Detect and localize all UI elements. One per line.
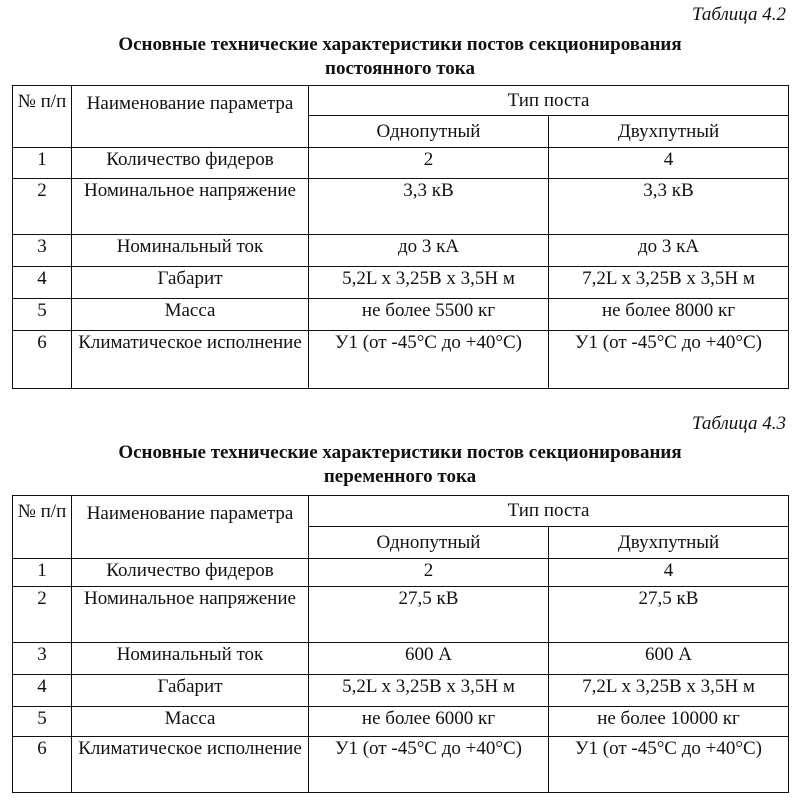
header-type: Тип поста: [309, 496, 789, 527]
header-single: Однопутный: [309, 527, 549, 559]
row-single: не более 5500 кг: [309, 299, 549, 331]
table-title-line2: постоянного тока: [325, 58, 475, 79]
row-double: 3,3 кВ: [549, 179, 789, 235]
row-single: 2: [309, 148, 549, 179]
table-title-line1: Основные технические характеристики постов секционирования: [118, 442, 682, 463]
row-param: Климатическое исполнение: [72, 737, 309, 793]
row-double: 7,2L x 3,25B x 3,5H м: [549, 675, 789, 707]
row-param: Номинальное напряжение: [72, 587, 309, 643]
row-single: 5,2L x 3,25B x 3,5H м: [309, 267, 549, 299]
header-type: Тип поста: [309, 86, 789, 116]
row-single: У1 (от -45°С до +40°С): [309, 331, 549, 389]
spec-table-ac: [12, 495, 789, 793]
header-num: № п/п: [13, 496, 72, 559]
row-double: не более 8000 кг: [549, 299, 789, 331]
row-number: 4: [13, 675, 72, 707]
row-param: Номинальный ток: [72, 235, 309, 267]
header-single: Однопутный: [309, 116, 549, 148]
table-row: [13, 331, 789, 389]
row-param: Номинальное напряжение: [72, 179, 309, 235]
row-number: 4: [13, 267, 72, 299]
row-param: Количество фидеров: [72, 148, 309, 179]
row-single: У1 (от -45°С до +40°С): [309, 737, 549, 793]
row-param: Габарит: [72, 675, 309, 707]
table-caption: Таблица 4.2: [692, 4, 786, 25]
table-row: [13, 643, 789, 675]
row-double: 600 А: [549, 643, 789, 675]
row-number: 6: [13, 737, 72, 793]
header-param: Наименование параметра: [72, 86, 309, 148]
row-double: не более 10000 кг: [549, 707, 789, 737]
table-row: [13, 299, 789, 331]
header-param: Наименование параметра: [72, 496, 309, 559]
row-single: 3,3 кВ: [309, 179, 549, 235]
row-number: 2: [13, 179, 72, 235]
row-number: 3: [13, 235, 72, 267]
table-caption: Таблица 4.3: [692, 413, 786, 434]
table-row: [13, 707, 789, 737]
table-row: [13, 737, 789, 793]
row-param: Габарит: [72, 267, 309, 299]
row-param: Количество фидеров: [72, 559, 309, 587]
table-row: [13, 587, 789, 643]
row-param: Масса: [72, 707, 309, 737]
spec-table-dc: [12, 85, 789, 389]
table-row: [13, 235, 789, 267]
row-number: 5: [13, 707, 72, 737]
row-single: 2: [309, 559, 549, 587]
row-number: 3: [13, 643, 72, 675]
table-title-line1: Основные технические характеристики постов секционирования: [118, 34, 682, 55]
header-num: № п/п: [13, 86, 72, 148]
row-single: не более 6000 кг: [309, 707, 549, 737]
row-number: 2: [13, 587, 72, 643]
row-param: Номинальный ток: [72, 643, 309, 675]
row-number: 1: [13, 559, 72, 587]
row-single: 5,2L x 3,25B x 3,5H м: [309, 675, 549, 707]
header-double: Двухпутный: [549, 527, 789, 559]
table-row: [13, 267, 789, 299]
row-number: 6: [13, 331, 72, 389]
table-row: [13, 675, 789, 707]
row-param: Климатическое исполнение: [72, 331, 309, 389]
row-single: 27,5 кВ: [309, 587, 549, 643]
row-number: 5: [13, 299, 72, 331]
table-row: [13, 559, 789, 587]
row-double: У1 (от -45°С до +40°С): [549, 737, 789, 793]
row-double: У1 (от -45°С до +40°С): [549, 331, 789, 389]
row-double: 4: [549, 148, 789, 179]
row-double: до 3 кА: [549, 235, 789, 267]
row-number: 1: [13, 148, 72, 179]
row-double: 4: [549, 559, 789, 587]
row-double: 7,2L x 3,25B x 3,5H м: [549, 267, 789, 299]
row-double: 27,5 кВ: [549, 587, 789, 643]
row-single: 600 А: [309, 643, 549, 675]
table-title-line2: переменного тока: [323, 466, 477, 487]
table-row: [13, 179, 789, 235]
row-single: до 3 кА: [309, 235, 549, 267]
table-row: [13, 148, 789, 179]
row-param: Масса: [72, 299, 309, 331]
header-double: Двухпутный: [549, 116, 789, 148]
